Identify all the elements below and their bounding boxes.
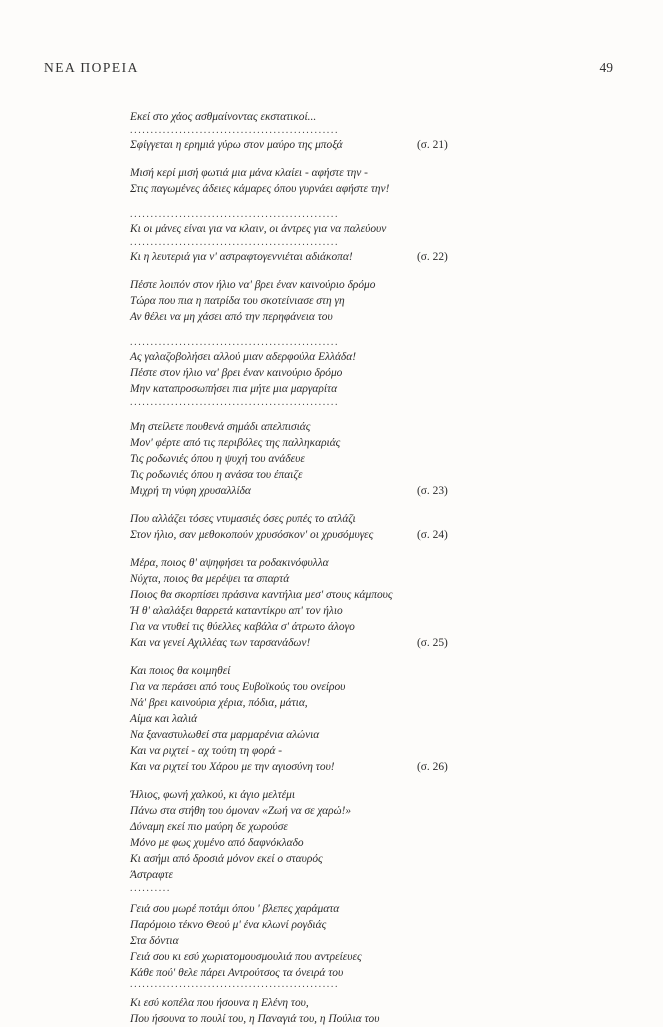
verse-line	[130, 277, 460, 293]
verse-text: Δύναμη εκεί πιο μαύρη δε χωρούσε	[130, 821, 288, 833]
stanza	[130, 419, 460, 499]
verse-line	[130, 679, 460, 695]
verse-line	[130, 901, 460, 917]
verse-line	[130, 1011, 460, 1027]
verse-text: Τις ροδωνιές όπου η ψυχή του ανάδευε	[130, 453, 305, 465]
stanza-gap	[130, 325, 460, 337]
verse-text: Κι ασήμι από δροσιά μόνον εκεί ο σταυρός	[130, 853, 323, 865]
verse-line	[130, 819, 460, 835]
stanza	[130, 165, 460, 197]
page-header	[44, 60, 619, 80]
verse-line	[130, 527, 460, 543]
stanza-gap	[130, 153, 460, 165]
verse-line	[130, 933, 460, 949]
verse-line	[130, 917, 460, 933]
verse-text: Νά' βρει καινούρια χέρια, πόδια, μάτια,	[130, 697, 308, 709]
ellipsis-dots: ..........	[130, 883, 171, 894]
stanza-gap	[130, 651, 460, 663]
verse-line	[130, 743, 460, 759]
stanza	[130, 277, 460, 325]
stanza-gap	[130, 265, 460, 277]
verse-line	[130, 109, 460, 125]
verse-line	[130, 949, 460, 965]
verse-line	[130, 663, 460, 679]
verse-line	[130, 249, 460, 265]
verse-text: Νύχτα, ποιος θα μερέψει τα σπαρτά	[130, 573, 290, 585]
verse-text: Στις παγωμένες άδειες κάμαρες όπου γυρνάει αφήστε την!	[130, 183, 390, 195]
verse-text: Και να γενεί Αχιλλέας των ταρσανάδων!	[130, 637, 311, 649]
verse-text: Σφίγγεται η ερημιά γύρω στον μαύρο της μποξά	[130, 139, 343, 151]
verse-text: Τις ροδωνιές όπου η ανάσα του έπαιζε	[130, 469, 303, 481]
verse-line	[130, 349, 460, 365]
verse-line	[130, 695, 460, 711]
verse-text: Πάνω στα στήθη του όμοναν «Ζωή να σε χαρώ!»	[130, 805, 352, 817]
verse-text: Μισή κερί μισή φωτιά μια μάνα κλαίει - αφήστε την -	[130, 167, 368, 179]
verse-text: Μέρα, ποιος θ' αψηφήσει τα ροδακινόφυλλα	[130, 557, 329, 569]
stanza-gap	[130, 775, 460, 787]
verse-text: Και να ριχτεί - αχ τούτη τη φορά -	[130, 745, 283, 757]
verse-line	[130, 511, 460, 527]
verse-line	[130, 603, 460, 619]
verse-text: Παρόμοιο τέκνο Θεού μ' ένα κλωνί ρογδιάς	[130, 919, 327, 931]
verse-text: Που αλλάζει τόσες ντυμασιές όσες ρυπές το ατλάζι	[130, 513, 356, 525]
ellipsis-dots: ...................................................	[130, 125, 340, 136]
stanza	[130, 995, 460, 1027]
verse-line	[130, 635, 460, 651]
verse-line	[130, 309, 460, 325]
verse-line	[130, 483, 460, 499]
verse-text: Μη στείλετε πουθενά σημάδι απελπισιάς	[130, 421, 311, 433]
verse-line	[130, 711, 460, 727]
verse-line	[130, 835, 460, 851]
stanza-gap	[130, 543, 460, 555]
verse-text: Στον ήλιο, σαν μεθοκοπούν χρυσόσκον' οι χρυσόμυγες	[130, 529, 374, 541]
poem-text	[130, 109, 460, 1027]
ellipsis-dots: ...................................................	[130, 209, 340, 220]
stanza-gap	[130, 197, 460, 209]
ellipsis-line	[130, 209, 460, 221]
verse-line	[130, 995, 460, 1011]
verse-text: Ποιος θα σκορπίσει πράσινα καντήλια μεσ' στους κάμπους	[130, 589, 393, 601]
ellipsis-line	[130, 981, 460, 989]
verse-line	[130, 137, 460, 153]
page-number: 49	[599, 60, 613, 75]
page-citation: (σ. 21)	[417, 139, 448, 151]
page-citation: (σ. 24)	[417, 529, 448, 541]
verse-line	[130, 165, 460, 181]
stanza	[130, 787, 460, 895]
verse-line	[130, 867, 460, 883]
verse-text: Κι εσύ κοπέλα που ήσουνα η Ελένη του,	[130, 997, 309, 1009]
verse-text: Στα δόντια	[130, 935, 179, 947]
verse-line	[130, 619, 460, 635]
verse-text: Μην καταπροσωπήσει πια μήτε μια μαργαρίτα	[130, 383, 338, 395]
verse-text: Κι η λευτεριά για ν' αστραφτογεννιέται αδιάκοπα!	[130, 251, 353, 263]
verse-line	[130, 727, 460, 743]
verse-text: Για να περάσει από τους Ευβοϊκούς του ονείρου	[130, 681, 346, 693]
stanza	[130, 555, 460, 651]
page-citation: (σ. 22)	[417, 251, 448, 263]
verse-text: Κάθε πού' θελε πάρει Αντρούτσος τα όνειρά του	[130, 967, 344, 979]
verse-line	[130, 555, 460, 571]
ellipsis-dots: ...................................................	[130, 237, 340, 248]
verse-text: Πέστε στον ήλιο να' βρει έναν καινούριο δρόμο	[130, 367, 343, 379]
verse-line	[130, 435, 460, 451]
page-citation: (σ. 25)	[417, 637, 448, 649]
verse-line	[130, 293, 460, 309]
stanza-gap	[130, 409, 460, 419]
stanza	[130, 663, 460, 775]
ellipsis-line	[130, 883, 460, 895]
verse-text: Γειά σου μωρέ ποτάμι όπου ' βλεπες χαράματα	[130, 903, 340, 915]
verse-line	[130, 587, 460, 603]
ellipsis-line	[130, 397, 460, 409]
verse-text: Μόνο με φως χυμένο από δαφνόκλαδο	[130, 837, 304, 849]
verse-line	[130, 571, 460, 587]
stanza	[130, 511, 460, 543]
ellipsis-line	[130, 337, 460, 349]
verse-text: Μιχρή τη νύφη χρυσαλλίδα	[130, 485, 251, 497]
verse-text: Ήλιος, φωνή χαλκού, κι άγιο μελτέμι	[130, 789, 296, 801]
verse-text: Γειά σου κι εσύ χωριατομουσμουλιά που αντρείευες	[130, 951, 362, 963]
ellipsis-dots: ...................................................	[130, 337, 340, 348]
verse-line	[130, 803, 460, 819]
verse-text: Να ξαναστυλωθεί στα μαρμαρένια αλώνια	[130, 729, 320, 741]
verse-line	[130, 787, 460, 803]
verse-text: Άστραφτε	[130, 869, 173, 881]
ellipsis-dots: ...................................................	[130, 397, 340, 408]
verse-line	[130, 467, 460, 483]
verse-line	[130, 759, 460, 775]
verse-line	[130, 451, 460, 467]
verse-text: Για να ντυθεί τις θύελλες καβάλα σ' άτρωτο άλογο	[130, 621, 355, 633]
stanza	[130, 209, 460, 265]
verse-line	[130, 381, 460, 397]
verse-text: Πέστε λοιπόν στον ήλιο να' βρει έναν καινούριο δρόμο	[130, 279, 376, 291]
verse-line	[130, 365, 460, 381]
stanza	[130, 901, 460, 989]
stanza-gap	[130, 499, 460, 511]
stanza	[130, 109, 460, 153]
verse-text: Τώρα που πια η πατρίδα του σκοτείνιασε στη γη	[130, 295, 345, 307]
verse-line	[130, 221, 460, 237]
ellipsis-line	[130, 237, 460, 249]
page-citation: (σ. 23)	[417, 485, 448, 497]
verse-text: Και να ριχτεί του Χάρου με την αγιοσύνη του!	[130, 761, 335, 773]
verse-text: Αν θέλει να μη χάσει από την περηφάνεια του	[130, 311, 333, 323]
ellipsis-line	[130, 125, 460, 137]
verse-text: Εκεί στο χάος ασθμαίνοντας εκστατικοί...	[130, 111, 317, 123]
verse-text: Ας γαλαζοβολήσει αλλού μιαν αδερφούλα Ελλάδα!	[130, 351, 356, 363]
verse-text: Ή θ' αλαλάξει θαρρετά καταντίκρυ απ' τον ήλιο	[130, 605, 343, 617]
page-citation: (σ. 26)	[417, 761, 448, 773]
verse-text: Που ήσουνα το πουλί του, η Παναγιά του, η Πούλια του	[130, 1013, 380, 1025]
verse-line	[130, 419, 460, 435]
running-head: ΝΕΑ ΠΟΡΕΙΑ	[44, 60, 139, 75]
verse-text: Αίμα και λαλιά	[130, 713, 198, 725]
verse-text: Μον' φέρτε από τις περιβόλες της παλληκαριάς	[130, 437, 341, 449]
verse-text: Και ποιος θα κοιμηθεί	[130, 665, 231, 677]
ellipsis-dots: ...................................................	[130, 979, 340, 990]
verse-line	[130, 851, 460, 867]
verse-line	[130, 181, 460, 197]
stanza	[130, 337, 460, 409]
verse-text: Κι οι μάνες είναι για να κλαιν, οι άντρες για να παλεύουν	[130, 223, 387, 235]
